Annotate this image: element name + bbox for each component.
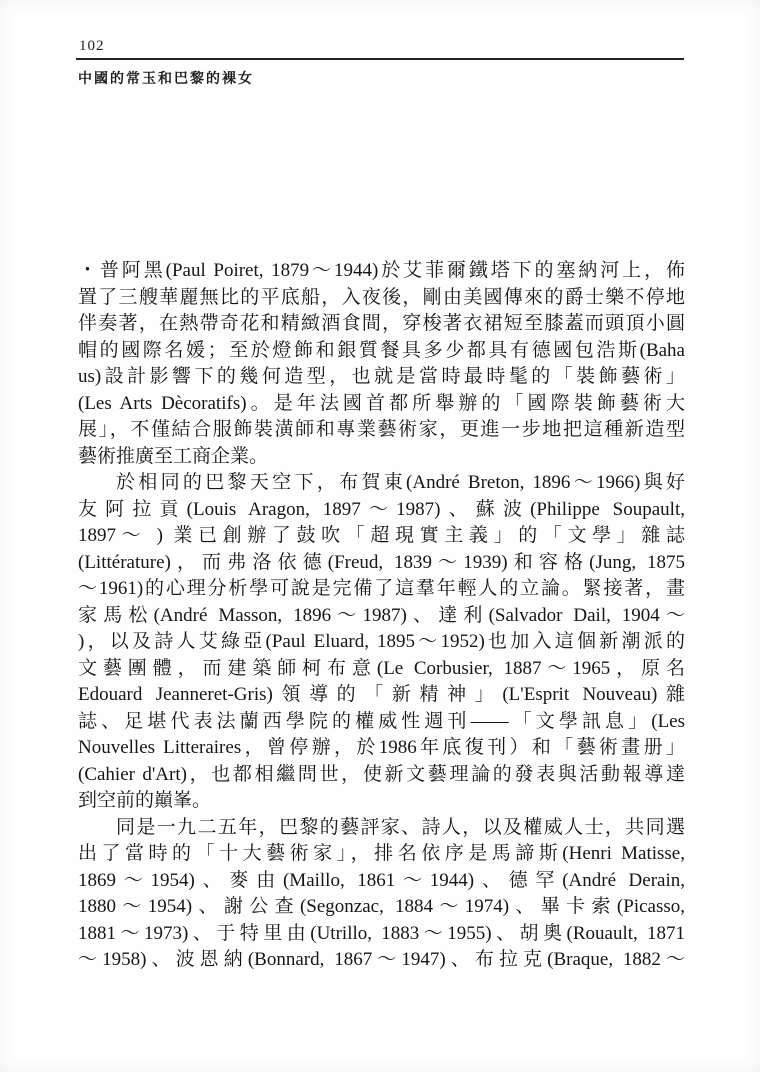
text-line: 於相同的巴黎天空下，布賀東(André Breton, 1896～1966)與好 bbox=[116, 472, 685, 493]
text-line: (Cahier d'Art)，也都相繼問世，使新文藝理論的發表與活動報導達 bbox=[78, 763, 685, 785]
text-line: (Les Arts Dècoratifs)。是年法國首都所舉辦的「國際裝飾藝術大 bbox=[78, 392, 685, 414]
text-line: 1897～ ) 業已創辦了鼓吹「超現實主義」的「文學」雜誌 bbox=[78, 525, 685, 546]
text-line: 到空前的巔峯。 bbox=[78, 790, 212, 811]
text-line: 誌、足堪代表法蘭西學院的權威性週刊——「文學訊息」(Les bbox=[78, 710, 685, 732]
text-line: Edouard Jeanneret-Gris)領導的「新精神」(L'Esprit Nouveau)雜 bbox=[78, 684, 685, 705]
text-line: 1880～1954)、謝公查(Segonzac, 1884～1974)、畢卡索(Picasso, bbox=[78, 896, 685, 917]
text-line: 1869～1954)、麥由(Maillo, 1861～1944)、德罕(André Derain, bbox=[78, 869, 685, 891]
text-line: 藝術推廣至工商企業。 bbox=[78, 445, 269, 467]
text-line: 置了三艘華麗無比的平底船，入夜後，剛由美國傳來的爵士樂不停地 bbox=[78, 286, 685, 308]
text-line: 同是一九二五年，巴黎的藝評家、詩人，以及權威人士，共同選 bbox=[116, 816, 685, 838]
text-line: Nouvelles Litteraires，曾停辦，於1986年底復刊）和「藝術畫册」 bbox=[78, 737, 685, 758]
text-line: 帽的國際名媛；至於燈飾和銀質餐具多少都具有德國包浩斯(Baha bbox=[78, 339, 685, 361]
body-text bbox=[78, 258, 685, 974]
text-line: (Littérature)，而弗洛依德(Freud, 1839～1939)和容格(Jung, 1875 bbox=[78, 551, 685, 573]
text-line: us)設計影響下的幾何造型，也就是當時最時髦的「裝飾藝術」 bbox=[78, 366, 685, 387]
header-rule bbox=[76, 58, 684, 60]
text-line: 伴奏著，在熱帶奇花和精緻酒食間，穿梭著衣裙短至膝蓋而頭頂小圓 bbox=[78, 313, 685, 334]
text-line: ～1958)、波恩納(Bonnard, 1867～1947)、布拉克(Braque, 1882～ bbox=[78, 949, 685, 970]
text-line: ・普阿黑(Paul Poiret, 1879～1944)於艾菲爾鐵塔下的塞納河上，佈 bbox=[78, 260, 685, 281]
text-line: ～1961)的心理分析學可說是完備了這羣年輕人的立論。緊接著，畫 bbox=[78, 578, 685, 599]
text-line: 展」，不僅結合服飾裝潢師和專業藝術家，更進一步地把這種新造型 bbox=[78, 419, 685, 440]
text-line: )，以及詩人艾綠亞(Paul Eluard, 1895～1952)也加入這個新潮派的 bbox=[78, 631, 685, 652]
page-number: 102 bbox=[79, 38, 105, 54]
text-line: 文藝團體，而建築師柯布意(Le Corbusier, 1887～1965，原名 bbox=[78, 657, 685, 679]
running-head-title: 中國的常玉和巴黎的裸女 bbox=[78, 72, 254, 87]
text-line: 1881～1973)、于特里由(Utrillo, 1883～1955)、胡奧(Rouault, 1871 bbox=[78, 922, 685, 944]
text-line: 出了當時的「十大藝術家」，排名依序是馬諦斯(Henri Matisse, bbox=[78, 843, 685, 864]
text-line: 友阿拉貢(Louis Aragon, 1897～1987)、蘇波(Philippe Soupault, bbox=[78, 498, 685, 520]
text-line: 家馬松(André Masson, 1896～1987)、達利(Salvador Dail, 1904～ bbox=[78, 604, 685, 626]
